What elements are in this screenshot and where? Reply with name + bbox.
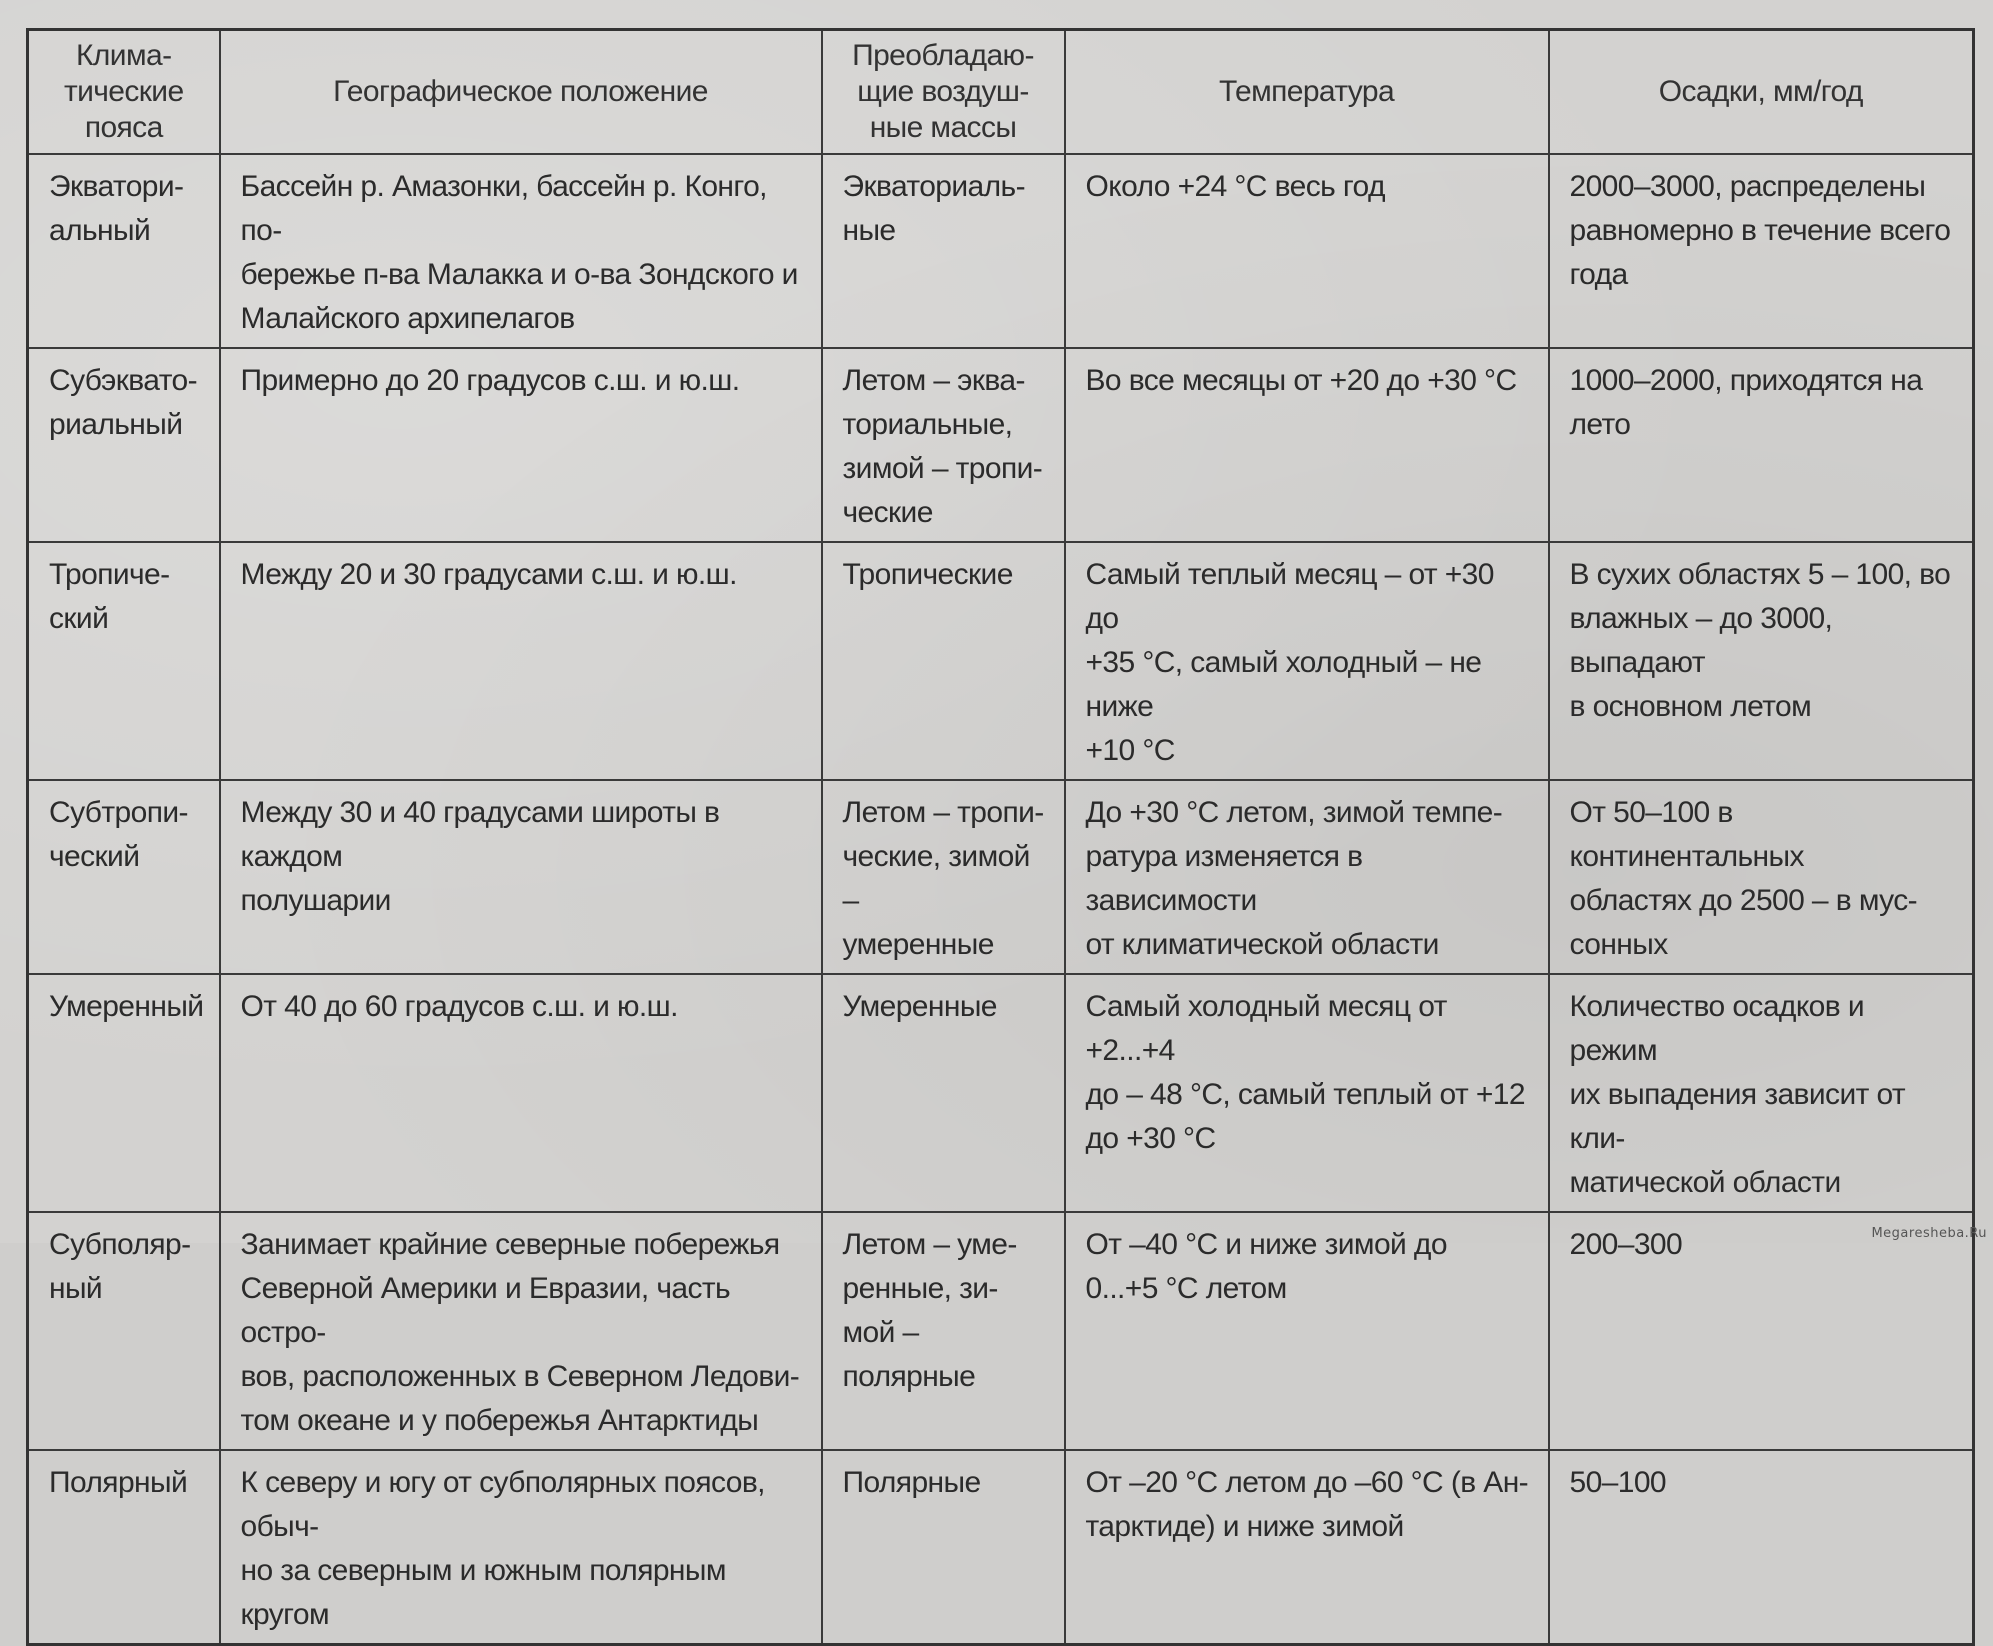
- climate-belts-table: [26, 28, 1975, 1646]
- geographic-position: К северу и югу от субполярных поясов, обыч- но за северным и южным полярным кругом: [220, 1450, 822, 1645]
- header-belts: Клима- тические пояса: [28, 30, 220, 154]
- belt-name: Полярный: [28, 1450, 220, 1645]
- precipitation: В сухих областях 5 – 100, во влажных – до 3000, выпадают в основном летом: [1549, 542, 1974, 780]
- air-masses: Тропические: [822, 542, 1065, 780]
- temperature: Около +24 °С весь год: [1065, 154, 1549, 348]
- temperature: От –20 °С летом до –60 °С (в Ан- тарктиде) и ниже зимой: [1065, 1450, 1549, 1645]
- belt-name: Экватори- альный: [28, 154, 220, 348]
- belt-name: Субтропи- ческий: [28, 780, 220, 974]
- geographic-position: Между 20 и 30 градусами с.ш. и ю.ш.: [220, 542, 822, 780]
- air-masses: Умеренные: [822, 974, 1065, 1212]
- geographic-position: Примерно до 20 градусов с.ш. и ю.ш.: [220, 348, 822, 542]
- geographic-position: От 40 до 60 градусов с.ш. и ю.ш.: [220, 974, 822, 1212]
- air-masses: Летом – эква- ториальные, зимой – тропи- ческие: [822, 348, 1065, 542]
- air-masses: Летом – тропи- ческие, зимой – умеренные: [822, 780, 1065, 974]
- table-row: [28, 348, 1974, 542]
- header-air-masses: Преобладаю- щие воздуш- ные массы: [822, 30, 1065, 154]
- geographic-position: Занимает крайние северные побережья Северной Америки и Евразии, часть остро- вов, расположенных в Северном Ледови- том океане и у побережья Антарктиды: [220, 1212, 822, 1450]
- geographic-position: Между 30 и 40 градусами широты в каждом полушарии: [220, 780, 822, 974]
- table-row: [28, 154, 1974, 348]
- precipitation: 200–300: [1549, 1212, 1974, 1450]
- header-geographic-position: Географическое положение: [220, 30, 822, 154]
- temperature: Самый теплый месяц – от +30 до +35 °С, самый холодный – не ниже +10 °С: [1065, 542, 1549, 780]
- belt-name: Тропиче- ский: [28, 542, 220, 780]
- table-header-row: [28, 30, 1974, 154]
- table-row: [28, 1212, 1974, 1450]
- temperature: До +30 °С летом, зимой темпе- ратура изменяется в зависимости от климатической области: [1065, 780, 1549, 974]
- header-precipitation: Осадки, мм/год: [1549, 30, 1974, 154]
- precipitation: 1000–2000, приходятся на лето: [1549, 348, 1974, 542]
- air-masses: Полярные: [822, 1450, 1065, 1645]
- belt-name: Субполяр- ный: [28, 1212, 220, 1450]
- precipitation: 2000–3000, распределены равномерно в течение всего года: [1549, 154, 1974, 348]
- site-watermark: Megaresheba.Ru: [1871, 1226, 1987, 1241]
- air-masses: Экваториаль- ные: [822, 154, 1065, 348]
- air-masses: Летом – уме- ренные, зи- мой – полярные: [822, 1212, 1065, 1450]
- precipitation: 50–100: [1549, 1450, 1974, 1645]
- table-row: [28, 1450, 1974, 1645]
- table-row: [28, 780, 1974, 974]
- geographic-position: Бассейн р. Амазонки, бассейн р. Конго, по- бережье п-ва Малакка и о-ва Зондского и Малайского архипелагов: [220, 154, 822, 348]
- header-temperature: Температура: [1065, 30, 1549, 154]
- temperature: От –40 °С и ниже зимой до 0...+5 °С летом: [1065, 1212, 1549, 1450]
- belt-name: Умеренный: [28, 974, 220, 1212]
- precipitation: Количество осадков и режим их выпадения зависит от кли- матической области: [1549, 974, 1974, 1212]
- temperature: Во все месяцы от +20 до +30 °С: [1065, 348, 1549, 542]
- table-row: [28, 542, 1974, 780]
- table-row: [28, 974, 1974, 1212]
- temperature: Самый холодный месяц от +2...+4 до – 48 °С, самый теплый от +12 до +30 °С: [1065, 974, 1549, 1212]
- belt-name: Субэквато- риальный: [28, 348, 220, 542]
- precipitation: От 50–100 в континентальных областях до 2500 – в мус- сонных: [1549, 780, 1974, 974]
